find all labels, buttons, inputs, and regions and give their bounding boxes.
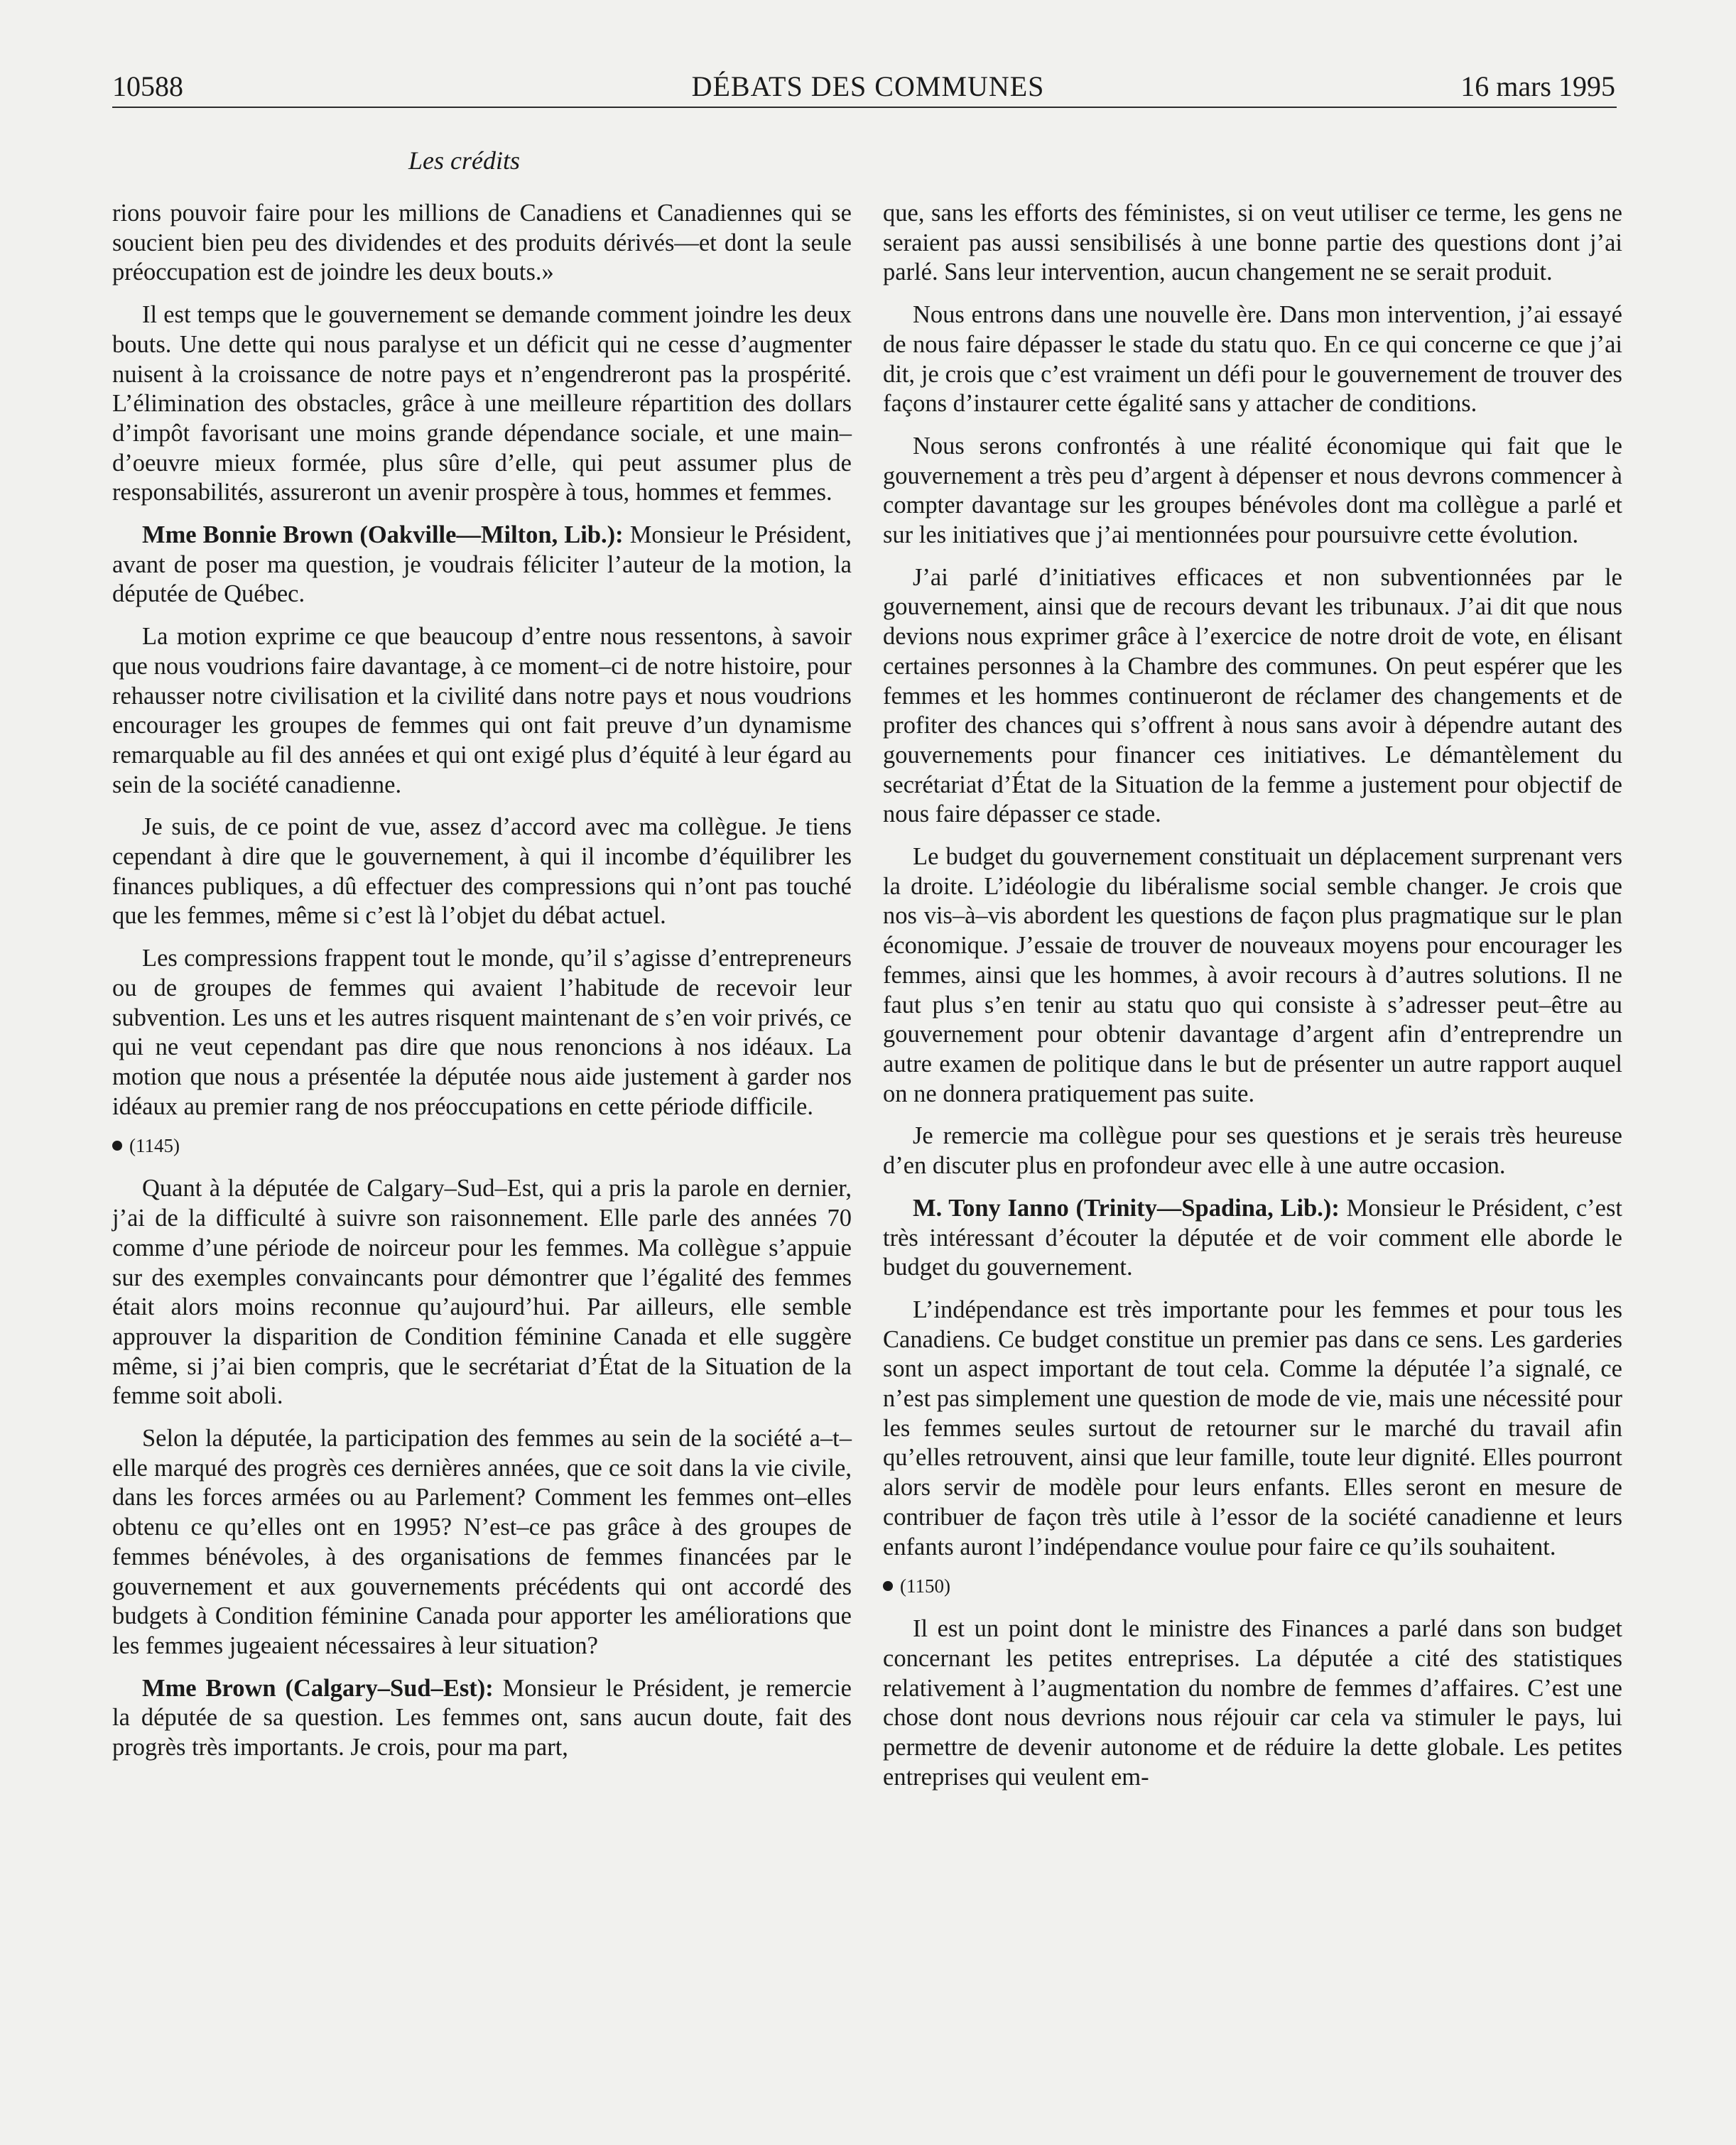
bullet-icon — [883, 1581, 893, 1591]
paragraph: Selon la députée, la participation des femmes au sein de la société a–t–elle marqué des progrès ces dernières années, que ce soit dans la vie civile, dans les forces armées ou au Parlement? Comment les femmes ont–elles obtenu ce qu’elles ont en 1995? N’est–ce pas grâce à des groupes de femmes bénévoles, à des organisations de femmes financées par le gouvernement et aux gouvernements précédents qui ont accordé des budgets à Condition féminine Canada pour apporter les améliorations que les femmes jugeaient nécessaires à leur situation? — [112, 1425, 852, 1659]
publication-date: 16 mars 1995 — [1460, 70, 1615, 102]
speech-paragraph — [883, 1194, 1622, 1283]
time-marker — [112, 1134, 852, 1157]
paragraph: Quant à la députée de Calgary–Sud–Est, qui a pris la parole en dernier, j’ai de la difficulté à suivre son raisonnement. Elle parle des années 70 comme d’une période de noirceur pour les femmes. Ma collègue s’appuie sur des exemples convaincants pour démontrer que l’égalité des femmes était alors moins reconnue qu’aujourd’hui. Par ailleurs, elle semble approuver la disparition de Condition féminine Canada et elle suggère même, si j’ai bien compris, que le secrétariat d’État de la Situation de la femme soit aboli. — [112, 1175, 852, 1410]
speaker-name: M. Tony Ianno (Trinity—Spadina, Lib.): — [913, 1194, 1340, 1222]
speech-text: Monsieur le Président, c’est très intéressant d’écouter la députée et de voir comment elle aborde le budget du gouvernement. — [883, 1194, 1622, 1281]
section-subhead: Les crédits — [408, 146, 520, 175]
speaker-name: Mme Bonnie Brown (Oakville—Milton, Lib.): — [142, 521, 624, 549]
publication-title: DÉBATS DES COMMUNES — [691, 70, 1045, 102]
paragraph: rions pouvoir faire pour les millions de Canadiens et Canadiennes qui se soucient bien peu des dividendes et des produits dérivés—et dont la seule préoccupation est de joindre les deux bouts.» — [112, 200, 852, 286]
paragraph: Nous serons confrontés à une réalité économique qui fait que le gouvernement a très peu d’argent à dépenser et nous devrons commencer à compter davantage sur les groupes bénévoles dont ma collègue a parlé et sur les initiatives que j’ai mentionnées pour poursuivre cette évolution. — [883, 432, 1622, 549]
paragraph: Je suis, de ce point de vue, assez d’accord avec ma collègue. Je tiens cependant à dire que le gouvernement, à qui il incombe d’équilibrer les finances publiques, a dû effectuer des compressions qui n’ont pas touché que les femmes, même si c’est là l’objet du débat actuel. — [112, 813, 852, 930]
bullet-icon — [112, 1141, 122, 1151]
paragraph: L’indépendance est très importante pour les femmes et pour tous les Canadiens. Ce budget constitue un premier pas dans ce sens. Les garderies sont un aspect important de tout cela. Comme la députée l’a signalé, ce n’est pas simplement une question de mode de vie, mais une nécessité pour les femmes seules surtout de retourner sur le marché du travail afin qu’elles retrouvent, ainsi que leur famille, toute leur dignité. Elles pourront alors servir de modèle pour leurs enfants. Elles seront en mesure de contribuer de façon très utile à l’essor de la société canadienne et leurs enfants auront l’indépendance voulue pour faire ce qu’ils souhaitent. — [883, 1296, 1622, 1560]
header-rule — [112, 107, 1617, 108]
left-column — [112, 199, 852, 1776]
speech-text: Monsieur le Président, je remercie la députée de sa question. Les femmes ont, sans aucun doute, fait des progrès très importants. Je crois, pour ma part, — [112, 1674, 852, 1761]
paragraph: Il est temps que le gouvernement se demande comment joindre les deux bouts. Une dette qui nous paralyse et un déficit qui ne cesse d’augmenter nuisent à la croissance de notre pays et n’engendreront pas la prospérité. L’élimination des obstacles, grâce à une meilleure répartition des dollars d’impôt favorisant une moins grande dépendance sociale, et une main–d’oeuvre mieux formée, plus sûre d’elle, qui peut assumer plus de responsabilités, assureront un avenir prospère à tous, hommes et femmes. — [112, 301, 852, 506]
paragraph: Il est un point dont le ministre des Finances a parlé dans son budget concernant les petites entreprises. La députée a cité des statistiques relativement à l’augmentation du nombre de femmes d’affaires. C’est une chose dont nous devrions nous réjouir car cela va stimuler le pays, lui permettre de devenir autonome et de réduire la dette globale. Les petites entreprises qui veulent em- — [883, 1615, 1622, 1791]
time-marker — [883, 1575, 1622, 1597]
time-marker-label: (1150) — [900, 1575, 950, 1597]
paragraph: La motion exprime ce que beaucoup d’entre nous ressentons, à savoir que nous voudrions faire davantage, à ce moment–ci de notre histoire, pour rehausser notre civilisation et la civilité dans notre pays et nous voudrions encourager les groupes de femmes qui ont fait preuve d’un dynamisme remarquable au fil des années et qui ont exigé plus d’équité à leur égard au sein de la société canadienne. — [112, 623, 852, 798]
speech-paragraph — [112, 521, 852, 609]
time-marker-label: (1145) — [129, 1135, 180, 1157]
paragraph: Les compressions frappent tout le monde, qu’il s’agisse d’entrepreneurs ou de groupes de femmes qui avaient l’habitude de recevoir leur subvention. Les uns et les autres risquent maintenant de s’en voir privés, ce qui ne veut cependant pas dire que nous renoncions à nos idéaux. La motion que nous a présentée la députée nous aide justement à garder nos idéaux au premier rang de nos préoccupations en cette période difficile. — [112, 945, 852, 1120]
speech-text: Monsieur le Président, avant de poser ma question, je voudrais féliciter l’auteur de la motion, la députée de Québec. — [112, 521, 852, 608]
paragraph: J’ai parlé d’initiatives efficaces et non subventionnées par le gouvernement, ainsi que de recours devant les tribunaux. J’ai dit que nous devions nous exprimer grâce à l’exercice de notre droit de vote, en élisant certaines personnes à la Chambre des communes. On peut espérer que les femmes et les hommes continueront de réclamer des changements et de profiter des chances qui s’offrent à nous sans avoir à dépendre autant des gouvernements pour financer ces initiatives. Le démantèlement du secrétariat d’État de la Situation de la femme a justement pour objectif de nous faire dépasser ce stade. — [883, 563, 1622, 828]
paragraph: que, sans les efforts des féministes, si on veut utiliser ce terme, les gens ne seraient pas aussi sensibilisés à une bonne partie des questions dont j’ai parlé. Sans leur intervention, aucun changement ne se serait produit. — [883, 200, 1622, 286]
speech-paragraph — [112, 1674, 852, 1763]
page-number: 10588 — [112, 70, 183, 102]
speaker-name: Mme Brown (Calgary–Sud–Est): — [142, 1674, 494, 1702]
paragraph: Nous entrons dans une nouvelle ère. Dans mon intervention, j’ai essayé de nous faire dépasser le stade du statu quo. En ce qui concerne ce que j’ai dit, je crois que c’est vraiment un défi pour le gouvernement de trouver des façons d’instaurer cette égalité sans y attacher de conditions. — [883, 301, 1622, 418]
right-column — [883, 199, 1622, 1805]
paragraph: Le budget du gouvernement constituait un déplacement surprenant vers la droite. L’idéologie du libéralisme social semble changer. Je crois que nos vis–à–vis abordent les questions de façon plus pragmatique sur le plan économique. J’essaie de trouver de nouveaux moyens pour encourager les femmes, ainsi que les hommes, à avoir recours à d’autres solutions. Il ne faut plus s’en tenir au statu quo qui consiste à s’adresser peut–être au gouvernement pour obtenir davantage d’argent afin d’entreprendre un autre examen de politique dans le but de présenter un autre rapport auquel on ne donnera pratiquement pas suite. — [883, 843, 1622, 1107]
paragraph: Je remercie ma collègue pour ses questions et je serais très heureuse d’en discuter plus en profondeur avec elle à une autre occasion. — [883, 1122, 1622, 1180]
